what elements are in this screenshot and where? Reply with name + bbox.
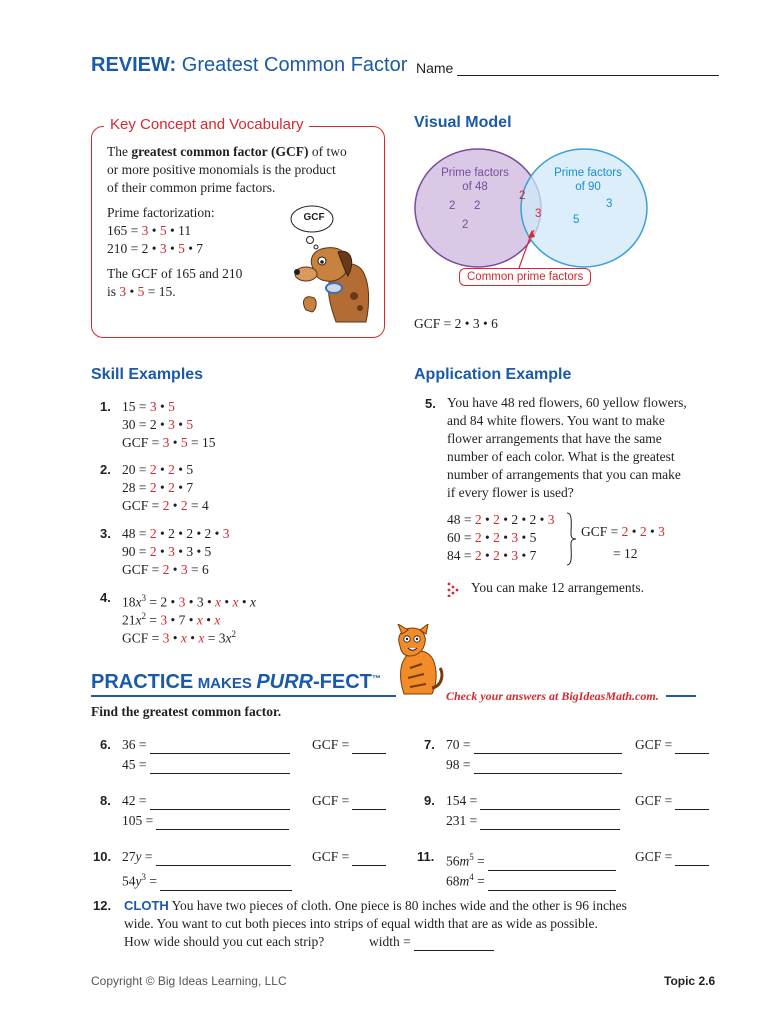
venn-right-label: Prime factors of 90 <box>554 167 622 193</box>
practice-title: PRACTICE MAKES PURR-FECT™ <box>91 671 381 693</box>
thought-bubble-text: GCF <box>303 212 325 223</box>
visual-model-title: Visual Model <box>414 114 512 131</box>
gcf-blank[interactable] <box>675 739 709 754</box>
gcf-blank[interactable] <box>352 851 386 866</box>
venn-gcf-line: GCF = 2 • 3 • 6 <box>414 316 498 331</box>
topic-label: Topic 2.6 <box>664 974 716 988</box>
application-text: You have 48 red flowers, 60 yellow flowers, and 84 white flowers. You want to make flower arrangements that have the same number of each color. What is the greatest number of arrangements that you can make if every flower is used? <box>447 395 687 500</box>
problem-8: 8. 42 = 105 = GCF = <box>100 792 400 832</box>
practice-instruction: Find the greatest common factor. <box>91 704 282 719</box>
review-label: REVIEW: <box>91 54 177 76</box>
answer-blank[interactable] <box>156 815 289 830</box>
venn-right-num: 5 <box>573 214 580 226</box>
gcf-blank[interactable] <box>675 795 709 810</box>
name-label: Name <box>416 60 454 76</box>
application-num: 5. <box>425 396 436 411</box>
gcf-blank[interactable] <box>352 739 386 754</box>
venn-right-num: 3 <box>606 198 613 210</box>
key-concept-title: Key Concept and Vocabulary <box>104 116 309 133</box>
answer-blank[interactable] <box>150 795 290 810</box>
problem-7: 7. 70 = 98 = GCF = <box>424 736 724 776</box>
venn-common-num: 2 <box>519 190 526 202</box>
answer-blank[interactable] <box>480 795 620 810</box>
venn-left-label: Prime factors of 48 <box>441 167 509 193</box>
width-blank[interactable] <box>414 936 494 951</box>
application-answer: You can make 12 arrangements. <box>471 580 644 595</box>
answer-blank[interactable] <box>160 876 292 891</box>
skill-examples-title: Skill Examples <box>91 366 204 383</box>
problem-9: 9. 154 = 231 = GCF = <box>424 792 724 832</box>
gcf-blank[interactable] <box>352 795 386 810</box>
venn-left-num: 2 <box>462 219 469 231</box>
dog-illustration <box>284 200 374 325</box>
name-blank[interactable] <box>457 61 719 76</box>
cat-illustration <box>386 624 448 696</box>
application-equations: 48 = 2 • 2 • 2 • 2 • 3 60 = 2 • 2 • 3 • 5 84 = 2 • 2 • 3 • 7 <box>447 512 555 563</box>
problem-6: 6. 36 = 45 = GCF = <box>100 736 400 776</box>
answer-blank[interactable] <box>474 759 622 774</box>
check-answers: Check your answers at BigIdeasMath.com. <box>446 687 696 705</box>
name-field[interactable] <box>416 60 719 76</box>
answer-blank[interactable] <box>488 876 616 891</box>
answer-blank[interactable] <box>156 851 291 866</box>
answer-blank[interactable] <box>474 739 622 754</box>
answer-blank[interactable] <box>150 759 290 774</box>
application-gcf: GCF = 2 • 2 • 3 <box>581 524 665 539</box>
answer-dots-icon <box>446 581 460 597</box>
copyright: Copyright © Big Ideas Learning, LLC <box>91 974 287 988</box>
problem-11: 11. $56m^5$ = $68m^4$ = GCF = <box>417 848 727 888</box>
venn-common-num: 3 <box>535 208 542 220</box>
application-example-title: Application Example <box>414 366 572 383</box>
answer-blank[interactable] <box>150 739 290 754</box>
factorization-210: 210 = 2 • 3 • 5 • 7 <box>107 241 204 256</box>
key-concept-body: The greatest common factor (GCF) of two or more positive monomials is the product of their common prime factors. Prime factorization: 165 = 3 • 5 • 11 210 = 2 • 3 • 5 • 7 The GCF of 165 and 210 is 3 • 5 = 15. <box>107 143 377 301</box>
application-gcf-result: = 12 <box>613 546 638 561</box>
gcf-term: greatest common factor <box>131 144 268 159</box>
answer-blank[interactable] <box>480 815 620 830</box>
common-prime-factors-callout: Common prime factors <box>459 268 591 286</box>
gcf-blank[interactable] <box>675 851 709 866</box>
page-header <box>91 54 407 77</box>
venn-left-num: 2 <box>449 200 456 212</box>
practice-rule <box>91 695 396 697</box>
factorization-165: 165 = 3 • 5 • 11 <box>107 223 192 238</box>
page-title: Greatest Common Factor <box>181 54 408 76</box>
venn-left-num: 2 <box>474 200 481 212</box>
brace <box>565 512 577 566</box>
problem-10: 10. 27y = $54y^3$ = GCF = <box>93 848 403 888</box>
